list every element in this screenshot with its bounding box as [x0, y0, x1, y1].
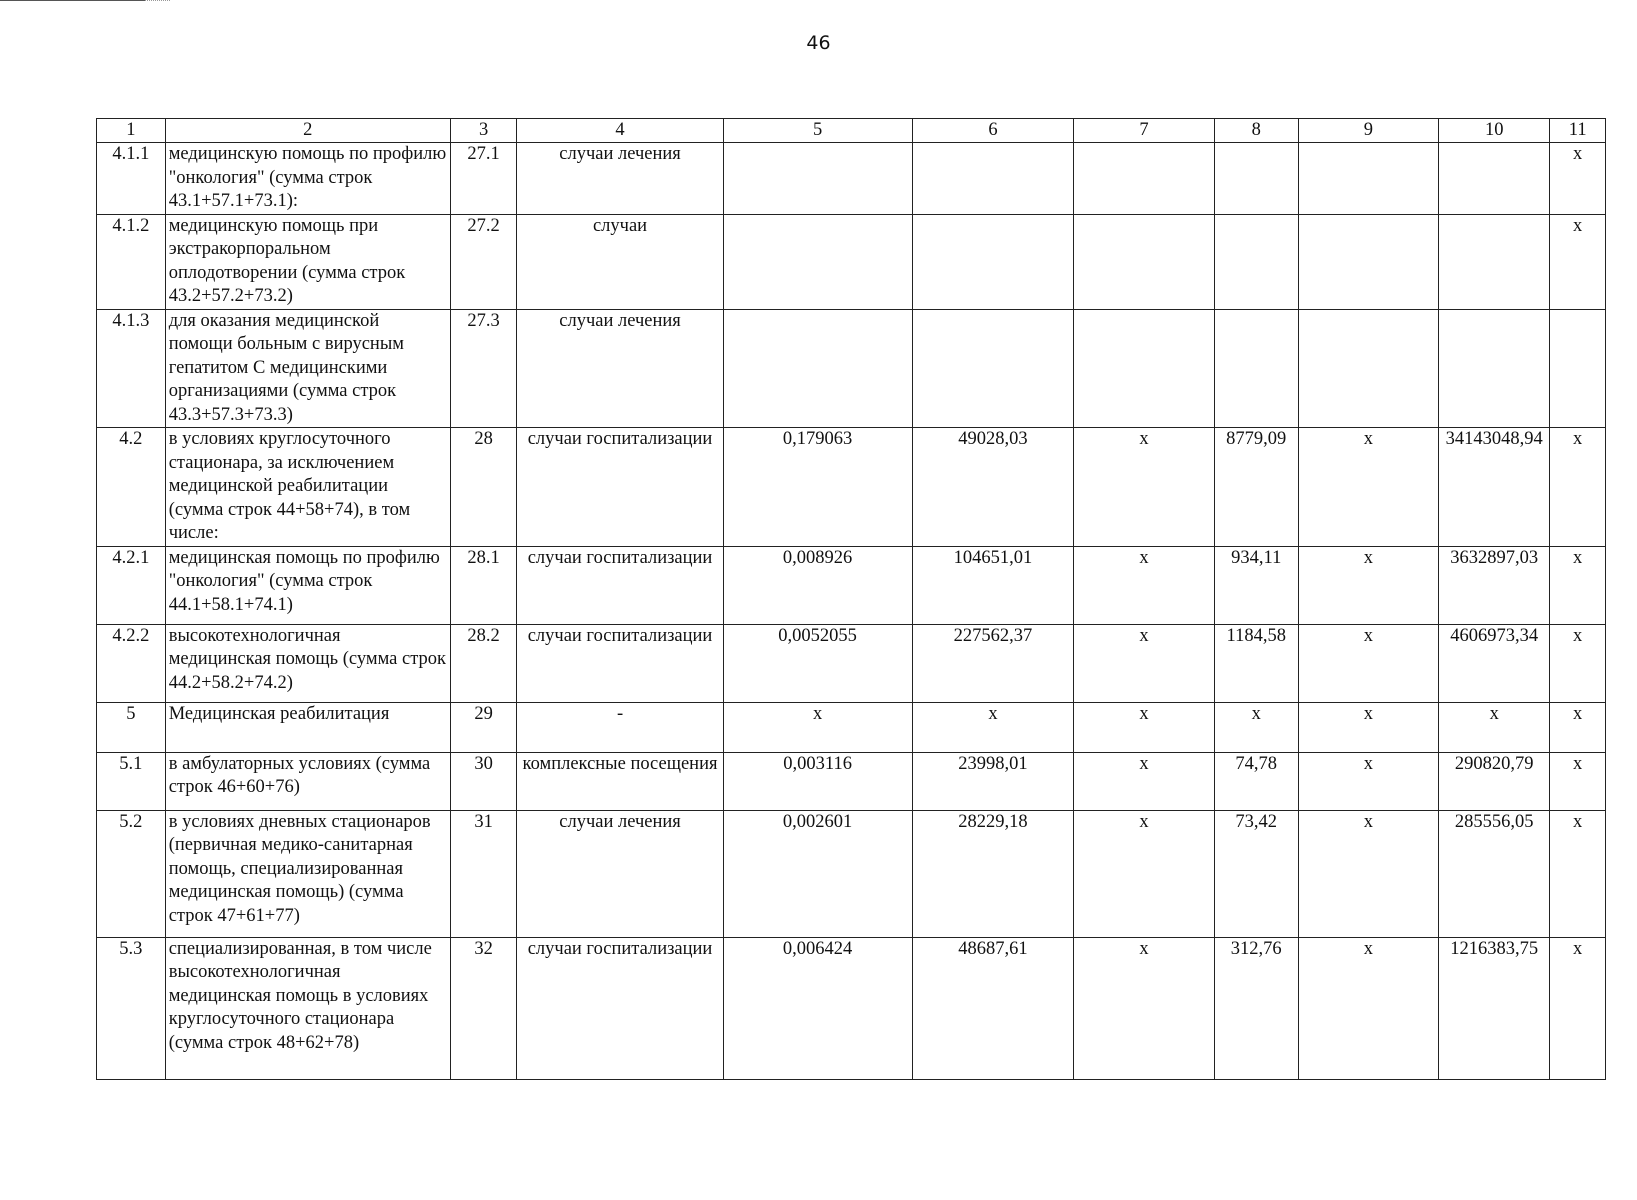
row-line-code: 28.2 — [450, 624, 517, 702]
table-row — [97, 309, 1606, 428]
header-cell-9: 9 — [1298, 119, 1438, 143]
table-row — [97, 214, 1606, 309]
row-cell-8 — [1214, 143, 1298, 215]
row-cell-11: х — [1550, 143, 1606, 215]
row-cell-11: х — [1550, 810, 1606, 937]
row-line-code: 30 — [450, 752, 517, 810]
data-table — [96, 118, 1606, 1080]
row-cell-9 — [1298, 214, 1438, 309]
row-unit: комплексные посещения — [517, 752, 723, 810]
row-name: медицинскую помощь по профилю "онкология" (сумма строк 43.1+57.1+73.1): — [165, 143, 450, 215]
row-unit: случаи госпитализации — [517, 937, 723, 1079]
row-cell-11 — [1550, 309, 1606, 428]
row-cell-8: 1184,58 — [1214, 624, 1298, 702]
row-unit: случаи лечения — [517, 810, 723, 937]
top-edge-rule-dotted — [145, 0, 170, 1]
table-row — [97, 143, 1606, 215]
row-cell-10: 285556,05 — [1439, 810, 1550, 937]
row-name: в амбулаторных условиях (сумма строк 46+60+76) — [165, 752, 450, 810]
row-cell-10: 290820,79 — [1439, 752, 1550, 810]
row-line-code: 28 — [450, 428, 517, 547]
table-header-row — [97, 119, 1606, 143]
table-row — [97, 937, 1606, 1079]
row-unit: случаи лечения — [517, 143, 723, 215]
table-row — [97, 428, 1606, 547]
row-cell-9 — [1298, 309, 1438, 428]
row-unit: случаи — [517, 214, 723, 309]
row-cell-8: 934,11 — [1214, 546, 1298, 624]
row-cell-9: х — [1298, 937, 1438, 1079]
row-name: высокотехнологичная медицинская помощь (сумма строк 44.2+58.2+74.2) — [165, 624, 450, 702]
table-row — [97, 546, 1606, 624]
row-cell-6: 23998,01 — [912, 752, 1074, 810]
row-cell-7 — [1074, 143, 1214, 215]
row-cell-10: 3632897,03 — [1439, 546, 1550, 624]
row-cell-7 — [1074, 309, 1214, 428]
row-cell-6 — [912, 214, 1074, 309]
row-name: для оказания медицинской помощи больным с вирусным гепатитом С медицинскими организациями (сумма строк 43.3+57.3+73.3) — [165, 309, 450, 428]
row-cell-10: х — [1439, 702, 1550, 752]
row-cell-5: х — [723, 702, 912, 752]
row-cell-7: х — [1074, 752, 1214, 810]
row-cell-11: х — [1550, 214, 1606, 309]
table-row — [97, 810, 1606, 937]
row-cell-10: 4606973,34 — [1439, 624, 1550, 702]
row-cell-8 — [1214, 214, 1298, 309]
row-name: специализированная, в том числе высокотехнологичная медицинская помощь в условиях круглосуточного стационара (сумма строк 48+62+78) — [165, 937, 450, 1079]
table-row — [97, 702, 1606, 752]
row-cell-6: 104651,01 — [912, 546, 1074, 624]
row-number: 4.1.1 — [97, 143, 166, 215]
row-unit: - — [517, 702, 723, 752]
row-cell-5: 0,008926 — [723, 546, 912, 624]
header-cell-11: 11 — [1550, 119, 1606, 143]
header-cell-6: 6 — [912, 119, 1074, 143]
header-cell-4: 4 — [517, 119, 723, 143]
row-line-code: 28.1 — [450, 546, 517, 624]
row-cell-8: 74,78 — [1214, 752, 1298, 810]
header-cell-2: 2 — [165, 119, 450, 143]
header-cell-8: 8 — [1214, 119, 1298, 143]
header-cell-3: 3 — [450, 119, 517, 143]
row-cell-8: 73,42 — [1214, 810, 1298, 937]
row-cell-10: 1216383,75 — [1439, 937, 1550, 1079]
table-row — [97, 624, 1606, 702]
row-cell-6 — [912, 143, 1074, 215]
row-unit: случаи госпитализации — [517, 546, 723, 624]
top-edge-rule — [0, 0, 145, 1]
row-cell-11: х — [1550, 428, 1606, 547]
row-cell-7: х — [1074, 937, 1214, 1079]
header-cell-1: 1 — [97, 119, 166, 143]
row-cell-6: 48687,61 — [912, 937, 1074, 1079]
row-cell-9: х — [1298, 810, 1438, 937]
row-unit: случаи госпитализации — [517, 428, 723, 547]
row-cell-11: х — [1550, 937, 1606, 1079]
row-cell-5 — [723, 309, 912, 428]
row-cell-6: х — [912, 702, 1074, 752]
row-name: в условиях круглосуточного стационара, за исключением медицинской реабилитации (сумма строк 44+58+74), в том числе: — [165, 428, 450, 547]
row-cell-7 — [1074, 214, 1214, 309]
row-cell-5: 0,006424 — [723, 937, 912, 1079]
row-cell-5: 0,003116 — [723, 752, 912, 810]
row-cell-5: 0,179063 — [723, 428, 912, 547]
row-line-code: 27.1 — [450, 143, 517, 215]
row-cell-5: 0,002601 — [723, 810, 912, 937]
row-cell-11: х — [1550, 752, 1606, 810]
row-cell-10 — [1439, 214, 1550, 309]
row-number: 5.2 — [97, 810, 166, 937]
row-cell-11: х — [1550, 546, 1606, 624]
row-cell-8: х — [1214, 702, 1298, 752]
row-cell-7: х — [1074, 546, 1214, 624]
row-number: 4.2.2 — [97, 624, 166, 702]
row-name: в условиях дневных стационаров (первичная медико-санитарная помощь, специализированная медицинская помощь) (сумма строк 47+61+77) — [165, 810, 450, 937]
row-cell-5: 0,0052055 — [723, 624, 912, 702]
row-cell-9: х — [1298, 752, 1438, 810]
row-cell-7: х — [1074, 702, 1214, 752]
row-cell-7: х — [1074, 624, 1214, 702]
row-cell-10 — [1439, 143, 1550, 215]
row-cell-10 — [1439, 309, 1550, 428]
row-cell-6 — [912, 309, 1074, 428]
row-name: медицинскую помощь при экстракорпоральном оплодотворении (сумма строк 43.2+57.2+73.2) — [165, 214, 450, 309]
row-cell-10: 34143048,94 — [1439, 428, 1550, 547]
row-cell-9: х — [1298, 624, 1438, 702]
row-cell-5 — [723, 143, 912, 215]
page-number: 46 — [806, 32, 831, 54]
header-cell-7: 7 — [1074, 119, 1214, 143]
row-cell-9: х — [1298, 702, 1438, 752]
row-cell-8: 8779,09 — [1214, 428, 1298, 547]
row-cell-6: 49028,03 — [912, 428, 1074, 547]
row-cell-9: х — [1298, 428, 1438, 547]
row-number: 5 — [97, 702, 166, 752]
row-cell-6: 28229,18 — [912, 810, 1074, 937]
row-number: 5.3 — [97, 937, 166, 1079]
row-cell-8: 312,76 — [1214, 937, 1298, 1079]
row-cell-6: 227562,37 — [912, 624, 1074, 702]
table-row — [97, 752, 1606, 810]
row-cell-5 — [723, 214, 912, 309]
row-cell-9 — [1298, 143, 1438, 215]
row-cell-8 — [1214, 309, 1298, 428]
row-number: 4.1.3 — [97, 309, 166, 428]
row-cell-7: х — [1074, 810, 1214, 937]
row-unit: случаи госпитализации — [517, 624, 723, 702]
row-number: 4.2.1 — [97, 546, 166, 624]
header-cell-5: 5 — [723, 119, 912, 143]
row-name: медицинская помощь по профилю "онкология" (сумма строк 44.1+58.1+74.1) — [165, 546, 450, 624]
row-line-code: 32 — [450, 937, 517, 1079]
row-line-code: 27.3 — [450, 309, 517, 428]
row-cell-11: х — [1550, 702, 1606, 752]
row-number: 4.1.2 — [97, 214, 166, 309]
row-name: Медицинская реабилитация — [165, 702, 450, 752]
row-cell-7: х — [1074, 428, 1214, 547]
row-cell-11: х — [1550, 624, 1606, 702]
row-line-code: 31 — [450, 810, 517, 937]
row-line-code: 29 — [450, 702, 517, 752]
row-number: 4.2 — [97, 428, 166, 547]
header-cell-10: 10 — [1439, 119, 1550, 143]
row-line-code: 27.2 — [450, 214, 517, 309]
row-number: 5.1 — [97, 752, 166, 810]
row-cell-9: х — [1298, 546, 1438, 624]
row-unit: случаи лечения — [517, 309, 723, 428]
